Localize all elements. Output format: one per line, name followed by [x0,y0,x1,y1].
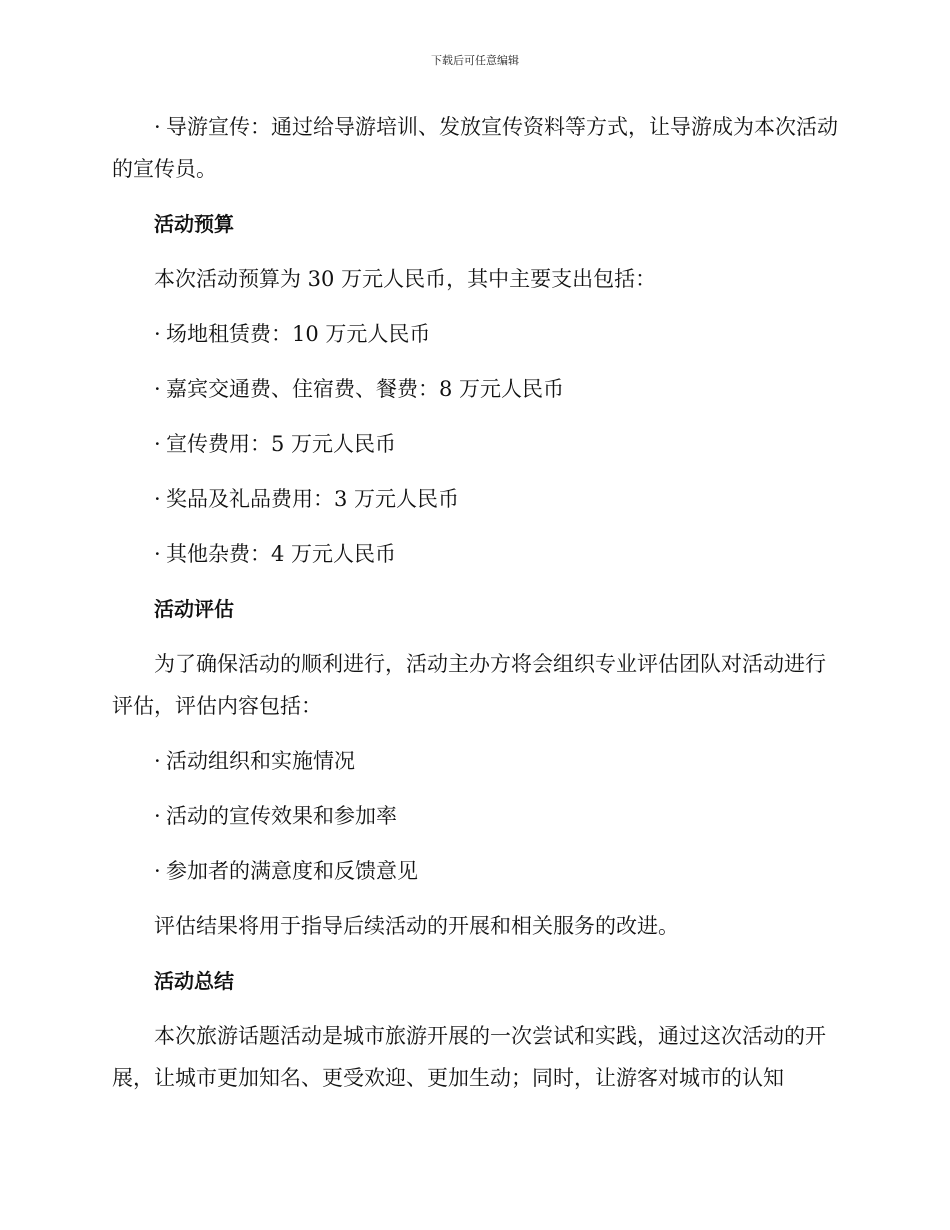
bullet-text: 活动的宣传效果和参加率 [166,804,397,828]
page-header: 下载后可任意编辑 [431,54,519,67]
bullet-text: 其他杂费：4 万元人民币 [166,542,397,566]
bullet-dot: · [154,859,161,883]
bullet-dot: · [154,432,161,456]
bullet-text: 嘉宾交通费、住宿费、餐费：8 万元人民币 [166,377,565,401]
budget-item [112,313,838,355]
evaluation-result: 评估结果将用于指导后续活动的开展和相关服务的改进。 [154,914,679,938]
budget-item [112,478,838,520]
document-body [112,106,838,1112]
bullet-dot: · [154,542,161,566]
bullet-dot: · [154,322,161,346]
bullet-text: 奖品及礼品费用：3 万元人民币 [166,487,460,511]
bullet-text: 导游宣传：通过给导游培训、发放宣传资料等方式，让导游成为本次活动的宣传员。 [112,115,838,181]
budget-item [112,368,838,410]
bullet-text: 参加者的满意度和反馈意见 [166,859,418,883]
bullet-guide-promo [112,106,838,190]
bullet-text: 宣传费用：5 万元人民币 [166,432,397,456]
bullet-dot: · [154,749,161,773]
budget-item [112,423,838,465]
section-heading-summary: 活动总结 [154,969,234,993]
summary-text: 本次旅游话题活动是城市旅游开展的一次尝试和实践，通过这次活动的开展，让城市更加知名、更受欢迎、更加生动；同时，让游客对城市的认知 [112,1024,826,1090]
evaluation-item [112,850,838,892]
section-heading-budget: 活动预算 [154,212,234,236]
bullet-dot: · [154,377,161,401]
section-heading-evaluation: 活动评估 [154,597,234,621]
bullet-dot: · [154,115,161,139]
budget-intro: 本次活动预算为 30 万元人民币，其中主要支出包括： [154,267,657,291]
bullet-text: 活动组织和实施情况 [166,749,355,773]
budget-item [112,533,838,575]
evaluation-item [112,795,838,837]
bullet-text: 场地租赁费：10 万元人民币 [166,322,431,346]
bullet-dot: · [154,804,161,828]
evaluation-item [112,740,838,782]
bullet-dot: · [154,487,161,511]
evaluation-intro: 为了确保活动的顺利进行，活动主办方将会组织专业评估团队对活动进行评估，评估内容包括： [112,652,826,718]
